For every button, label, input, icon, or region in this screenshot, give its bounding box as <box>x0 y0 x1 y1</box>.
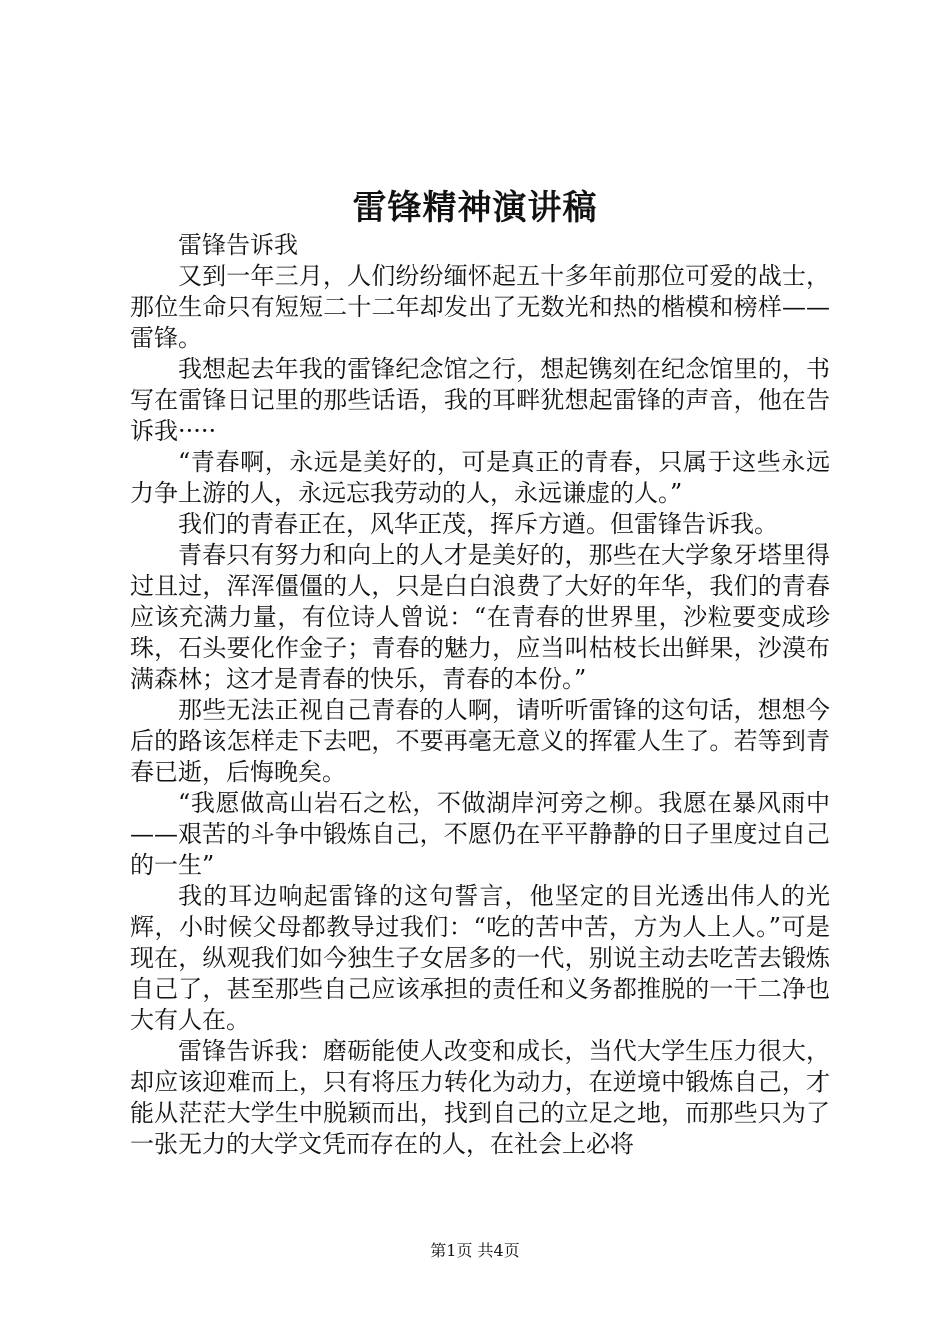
paragraph: 雷锋告诉我 <box>178 231 298 259</box>
paragraph: “青春啊，永远是美好的，可是真正的青春，只属于这些永远力争上游的人，永远忘我劳动的人，永远谦虚的人。” <box>130 448 830 507</box>
paragraph: 我想起去年我的雷锋纪念馆之行，想起镌刻在纪念馆里的，书写在雷锋日记里的那些话语，我的耳畔犹想起雷锋的声音，他在告诉我····· <box>130 355 830 445</box>
document-title: 雷锋精神演讲稿 <box>352 188 598 228</box>
paragraph: 雷锋告诉我：磨砺能使人改变和成长，当代大学生压力很大，却应该迎难而上，只有将压力转化为动力，在逆境中锻炼自己，才能从茫茫大学生中脱颖而出，找到自己的立足之地，而那些只为了一张无力的大学文凭而存在的人，在社会上必将 <box>130 1037 830 1158</box>
paragraph: 我的耳边响起雷锋的这句誓言，他坚定的目光透出伟人的光辉，小时候父母都教导过我们：“吃的苦中苦，方为人上人。”可是现在，纵观我们如今独生子女居多的一代，别说主动去吃苦去锻炼自己了，甚至那些自己应该承担的责任和义务都推脱的一干二净也大有人在。 <box>130 882 830 1034</box>
paragraph: “我愿做高山岩石之松，不做湖岸河旁之柳。我愿在暴风雨中——艰苦的斗争中锻炼自己，不愿仍在平平静静的日子里度过自己的一生” <box>130 789 830 879</box>
page-footer: 第1页 共4页 <box>430 1241 520 1260</box>
paragraph: 我们的青春正在，风华正茂，挥斥方遒。但雷锋告诉我。 <box>178 510 778 538</box>
paragraph: 又到一年三月，人们纷纷缅怀起五十多年前那位可爱的战士，那位生命只有短短二十二年却发出了无数光和热的楷模和榜样——雷锋。 <box>130 262 830 352</box>
paragraph: 那些无法正视自己青春的人啊，请听听雷锋的这句话，想想今后的路该怎样走下去吧，不要再毫无意义的挥霍人生了。若等到青春已逝，后悔晚矣。 <box>130 696 830 786</box>
document-body <box>130 230 830 1160</box>
paragraph: 青春只有努力和向上的人才是美好的，那些在大学象牙塔里得过且过，浑浑僵僵的人，只是白白浪费了大好的年华，我们的青春应该充满力量，有位诗人曾说：“在青春的世界里，沙粒要变成珍珠，石头要化作金子；青春的魅力，应当叫枯枝长出鲜果，沙漠布满森林；这才是青春的快乐，青春的本份。” <box>130 541 830 693</box>
